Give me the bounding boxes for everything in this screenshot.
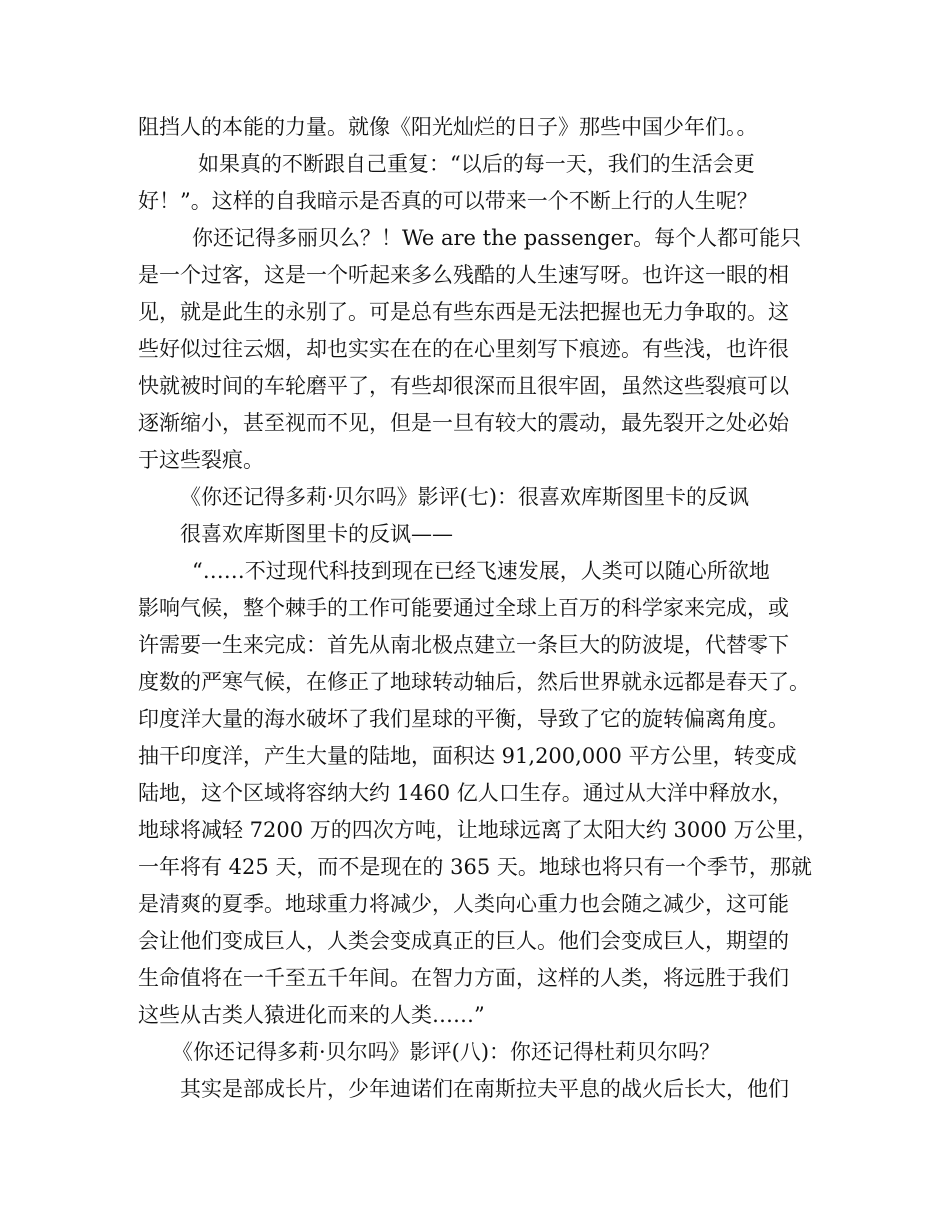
paragraph-first-line: 你还记得多丽贝么？！We are the passenger。每个人都可能只 — [192, 226, 802, 250]
text-line: 度数的严寒气候，在修正了地球转动轴后，然后世界就永远都是春天了。 — [138, 670, 810, 694]
text-line: 是清爽的夏季。地球重力将减少，人类向心重力也会随之减少，这可能 — [138, 892, 789, 916]
text-line: 印度洋大量的海水破坏了我们星球的平衡，导致了它的旋转偏离角度。 — [138, 707, 789, 731]
text-line: 会让他们变成巨人，人类会变成真正的巨人。他们会变成巨人，期望的 — [138, 929, 789, 953]
text-line: 抽干印度洋，产生大量的陆地，面积达 91,200,000 平方公里，转变成 — [138, 744, 797, 768]
paragraph-first-line: 如果真的不断跟自己重复：“以后的每一天，我们的生活会更 — [198, 152, 755, 176]
text-line: 好！”。这样的自我暗示是否真的可以带来一个不断上行的人生呢？ — [138, 189, 758, 213]
text-line: 生命值将在一千至五千年间。在智力方面，这样的人类，将远胜于我们 — [138, 966, 789, 990]
text-line: 些好似过往云烟，却也实实在在的在心里刻写下痕迹。有些浅，也许很 — [138, 337, 789, 361]
text-line: 这些从古类人猿进化而来的人类……” — [138, 1003, 485, 1027]
text-line: 阻挡人的本能的力量。就像《阳光灿烂的日子》那些中国少年们。。 — [138, 115, 758, 139]
text-line: 一年将有 425 天，而不是现在的 365 天。地球也将只有一个季节，那就 — [138, 855, 812, 879]
paragraph-first-line: 很喜欢库斯图里卡的反讽—— — [180, 522, 453, 546]
text-line: 地球将减轻 7200 万的四次方吨，让地球远离了太阳大约 3000 万公里， — [138, 818, 818, 842]
quote-first-line: “……不过现代科技到现在已经飞速发展，人类可以随心所欲地 — [192, 559, 770, 583]
paragraph-first-line: 其实是部成长片，少年迪诺们在南斯拉夫平息的战火后长大，他们 — [180, 1077, 789, 1101]
text-line: 是一个过客，这是一个听起来多么残酷的人生速写呀。也许这一眼的相 — [138, 263, 789, 287]
text-line: 于这些裂痕。 — [138, 448, 264, 472]
text-line: 影响气候，整个棘手的工作可能要通过全球上百万的科学家来完成，或 — [138, 596, 789, 620]
text-line: 快就被时间的车轮磨平了，有些却很深而且很牢固，虽然这些裂痕可以 — [138, 374, 789, 398]
text-line: 逐渐缩小，甚至视而不见，但是一旦有较大的震动，最先裂开之处必始 — [138, 411, 789, 435]
text-line: 陆地，这个区域将容纳大约 1460 亿人口生存。通过从大洋中释放水， — [138, 781, 793, 805]
text-line: 许需要一生来完成：首先从南北极点建立一条巨大的防波堤，代替零下 — [138, 633, 789, 657]
section-heading: 《你还记得多莉·贝尔吗》影评(七)：很喜欢库斯图里卡的反讽 — [180, 485, 750, 509]
text-line: 见，就是此生的永别了。可是总有些东西是无法把握也无力争取的。这 — [138, 300, 789, 324]
section-heading: 《你还记得多莉·贝尔吗》影评(八)：你还记得杜莉贝尔吗？ — [172, 1040, 721, 1064]
